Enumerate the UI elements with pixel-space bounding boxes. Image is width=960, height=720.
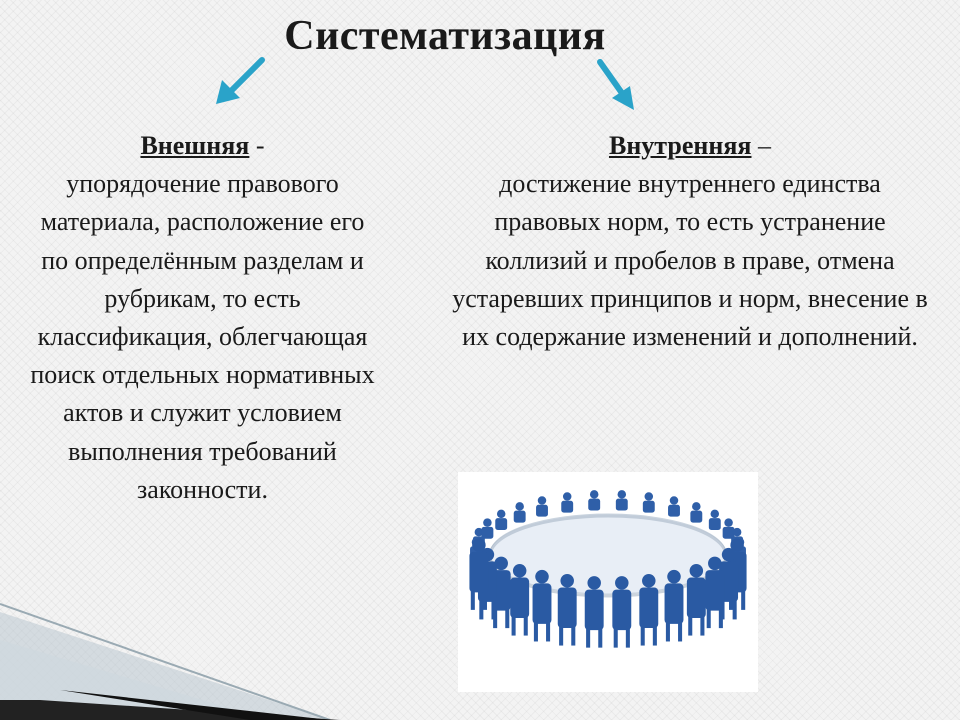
internal-body: достижение внутреннего единства правовых норм, то есть устранение коллизий и пробелов в праве, отмена устаревших принципов и норм, внесение в их содержание изменений и дополнений. [452, 169, 928, 352]
external-term: Внешняя [140, 131, 250, 160]
external-definition [30, 127, 375, 509]
internal-definition [445, 127, 935, 356]
internal-term: Внутренняя [608, 131, 752, 160]
slide-title: Систематизация [284, 13, 606, 59]
external-separator: - [249, 131, 265, 160]
external-body: упорядочение правового материала, расположение его по определённым разделам и рубрикам, то есть классификация, облегчающая поиск отдельных нормативных актов и служит условием выполнения требований законности. [30, 169, 375, 504]
round-table-illustration [458, 472, 758, 692]
internal-separator: – [751, 131, 771, 160]
